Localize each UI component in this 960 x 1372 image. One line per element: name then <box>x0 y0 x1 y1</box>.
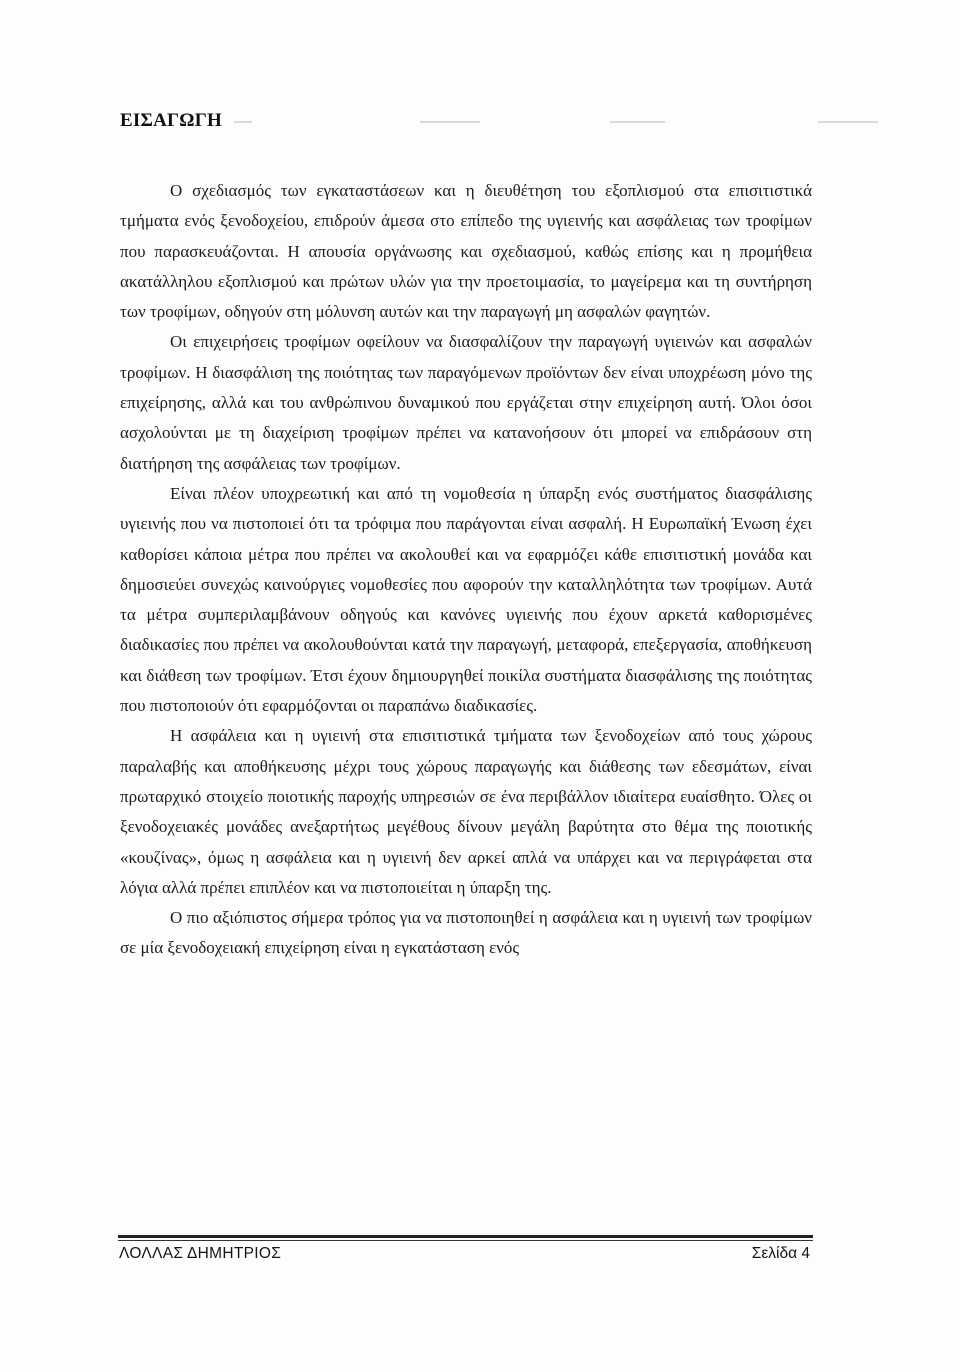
faded-rule <box>818 121 878 123</box>
paragraph: Οι επιχειρήσεις τροφίμων οφείλουν να διασφαλίζουν την παραγωγή υγιεινών και ασφαλών τροφίμων. Η διασφάλιση της ποιότητας των παραγόμενων προϊόντων δεν είναι υποχρέωση μόνο της επιχείρησης, αλλά και του ανθρώπινου δυναμικού που εργάζεται στην επιχείρηση αυτή. Όλοι όσοι ασχολούνται με τη διαχείριση τροφίμων πρέπει να κατανοήσουν ότι μπορεί να επιδράσουν στη διατήρηση της ασφάλειας των τροφίμων. <box>120 332 812 473</box>
footer-divider <box>118 1235 813 1238</box>
paragraph: Η ασφάλεια και η υγιεινή στα επισιτιστικά τμήματα των ξενοδοχείων από τους χώρους παραλαβής και αποθήκευσης μέχρι τους χώρους παραγωγής και διάθεσης των εδεσμάτων, είναι πρωταρχικό στοιχείο ποιοτικής παροχής υπηρεσιών σε ένα περιβάλλον ιδιαίτερα ευαίσθητο. Όλες οι ξενοδοχειακές μονάδες ανεξαρτήτως μεγέθους δίνουν μεγάλη βαρύτητα στο θέμα της ποιοτικής «κουζίνας», όμως η ασφάλεια και η υγιεινή δεν αρκεί απλά να υπάρχει και να περιγράφεται στα λόγια αλλά πρέπει επιπλέον και να πιστοποιείται η ύπαρξη της. <box>120 726 812 897</box>
faded-rule <box>610 121 665 123</box>
footer-author: ΛΟΛΛΑΣ ΔΗΜΗΤΡΙΟΣ <box>119 1245 282 1262</box>
section-heading: ΕΙΣΑΓΩΓΗ <box>120 110 222 131</box>
faded-rule <box>420 121 480 123</box>
body-text <box>120 176 812 964</box>
paragraph: Ο πιο αξιόπιστος σήμερα τρόπος για να πιστοποιηθεί η ασφάλεια και η υγιεινή των τροφίμων σε μία ξενοδοχειακή επιχείρηση είναι η εγκατάσταση ενός <box>120 908 812 958</box>
page-number: Σελίδα 4 <box>751 1245 810 1262</box>
paragraph: Ο σχεδιασμός των εγκαταστάσεων και η διευθέτηση του εξοπλισμού στα επισιτιστικά τμήματα ενός ξενοδοχείου, επιδρούν άμεσα στο επίπεδο της υγιεινής και ασφάλειας των τροφίμων που παρασκευάζονται. Η απουσία οργάνωσης και σχεδιασμού, καθώς επίσης και η προμήθεια ακατάλληλου εξοπλισμού και πρώτων υλών για την προετοιμασία, το μαγείρεμα και τη συντήρηση των τροφίμων, οδηγούν στη μόλυνση αυτών και την παραγωγή μη ασφαλών φαγητών. <box>120 181 812 322</box>
footer-divider <box>118 1240 813 1241</box>
paragraph: Είναι πλέον υποχρεωτική και από τη νομοθεσία η ύπαρξη ενός συστήματος διασφάλισης υγιεινής που να πιστοποιεί ότι τα τρόφιμα που παράγονται είναι ασφαλή. Η Ευρωπαϊκή Ένωση έχει καθορίσει κάποια μέτρα που πρέπει να ακολουθεί και να εφαρμόζει κάθε επισιτιστική μονάδα και δημοσιεύει συνεχώς καινούργιες νομοθεσίες που αφορούν την καταλληλότητα των τροφίμων. Αυτά τα μέτρα συμπεριλαμβάνουν οδηγούς και κανόνες υγιεινής που έχουν αρκετά καθορισμένες διαδικασίες που πρέπει να ακολουθούνται κατά την παραγωγή, μεταφορά, επεξεργασία, αποθήκευση και διάθεση των τροφίμων. Έτσι έχουν δημιουργηθεί ποικίλα συστήματα διασφάλισης της ποιότητας που πιστοποιούν ότι εφαρμόζονται οι παραπάνω διαδικασίες. <box>120 483 812 716</box>
faded-rule <box>234 121 252 123</box>
